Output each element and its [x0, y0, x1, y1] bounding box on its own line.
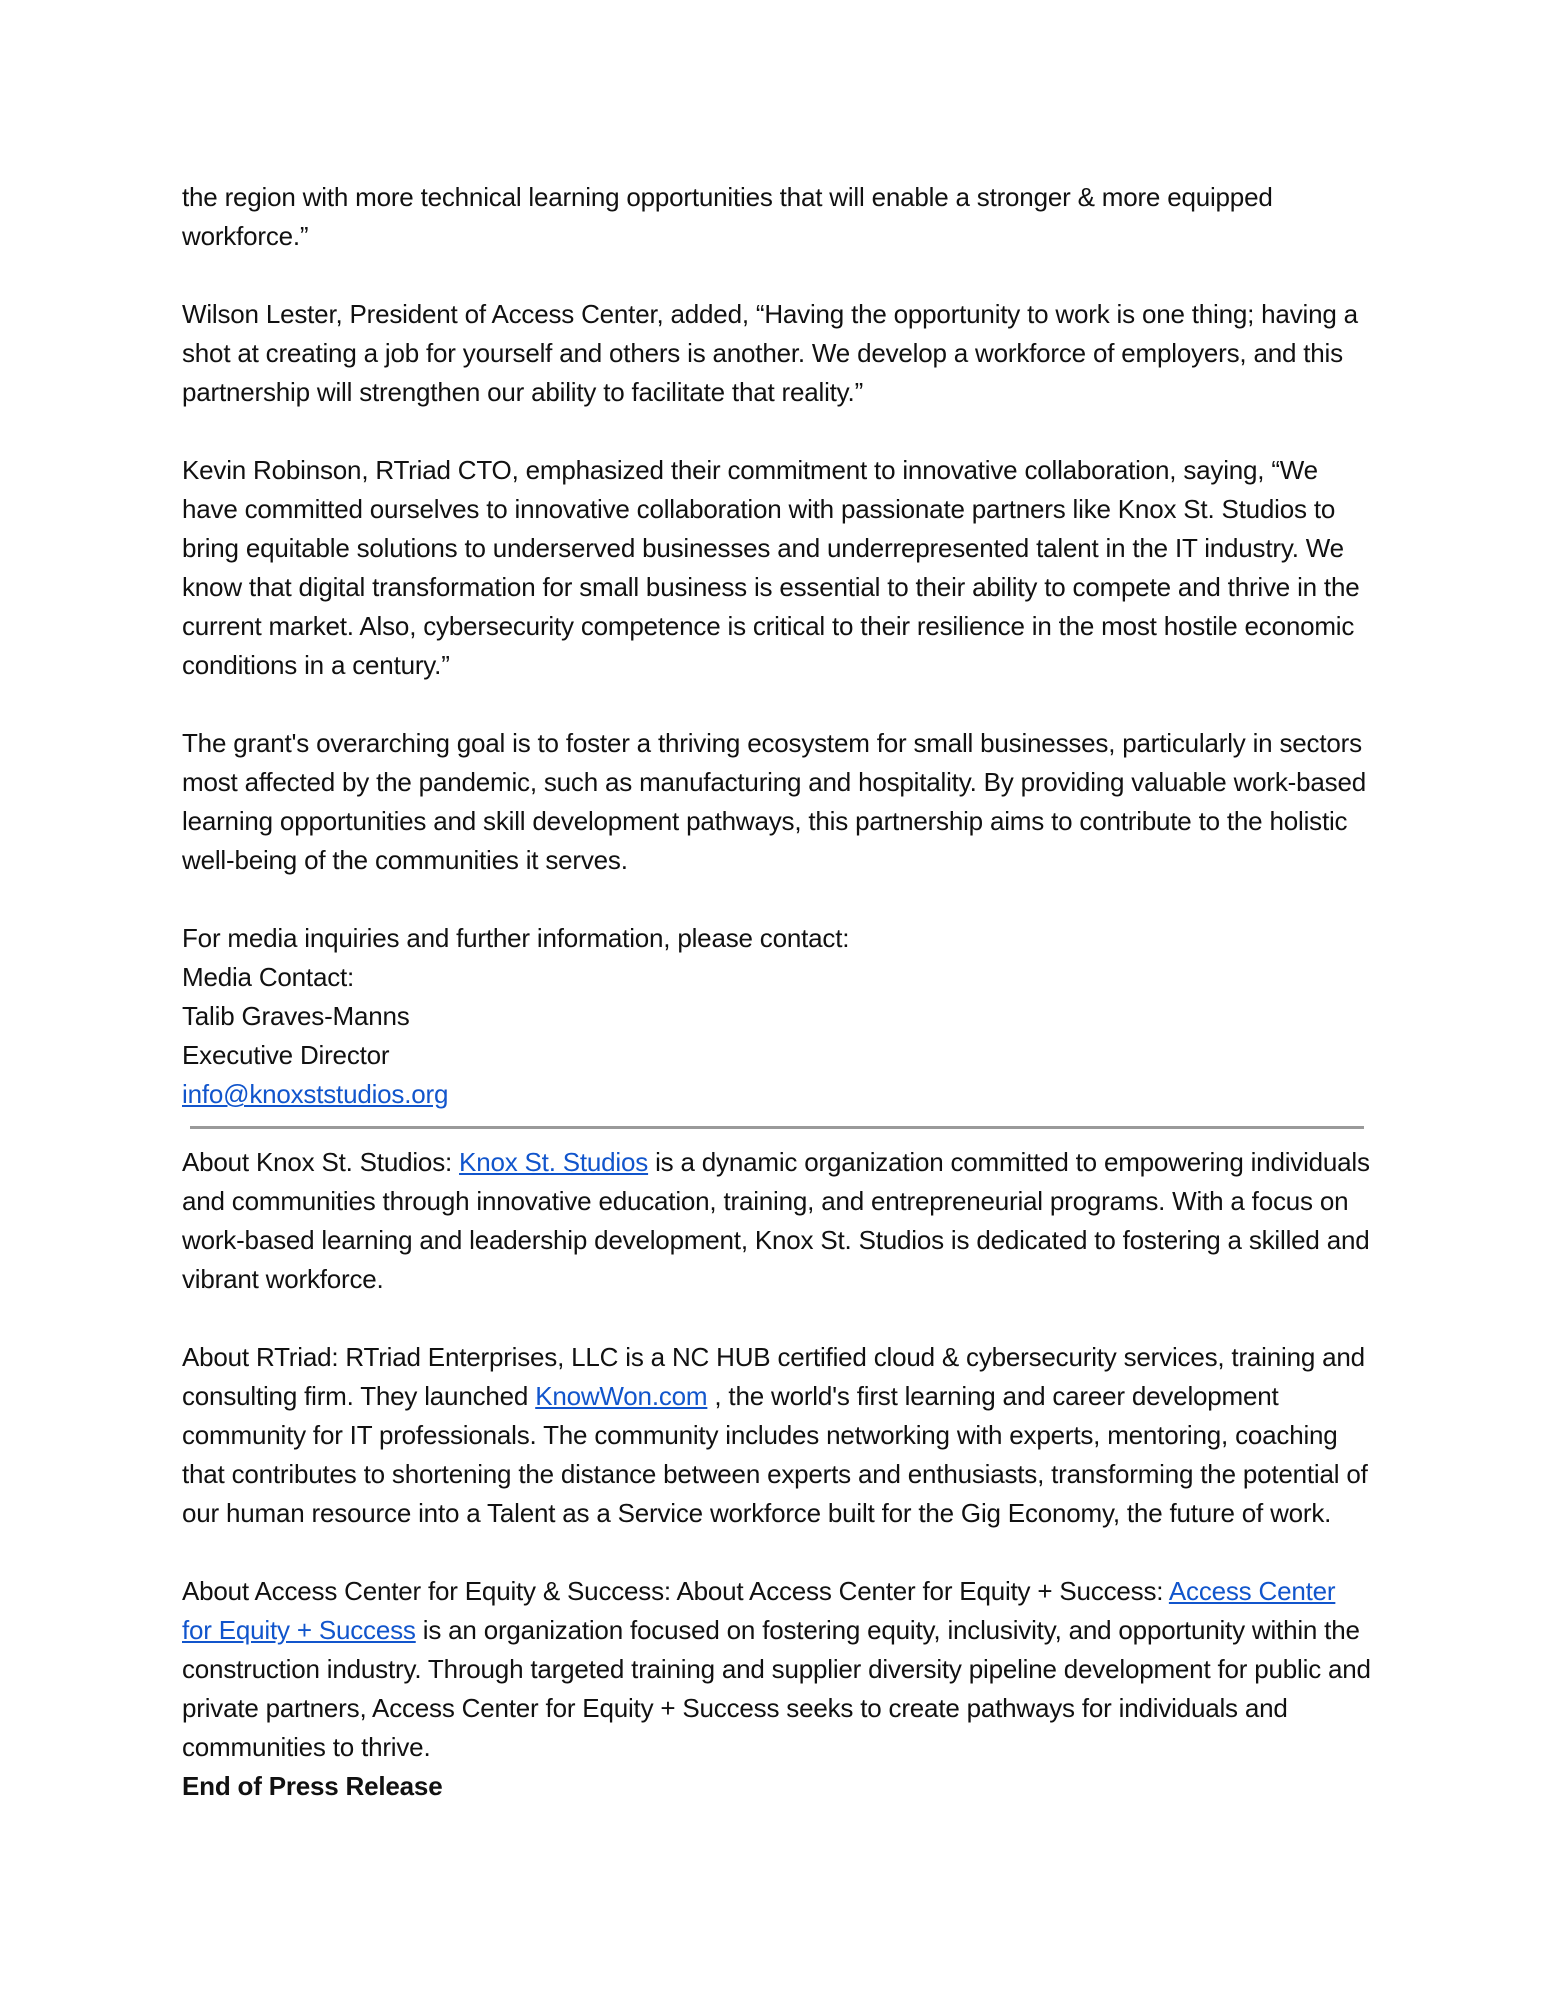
media-contact-block: [182, 919, 1372, 1114]
about-rtriad-paragraph: [182, 1338, 1372, 1533]
about-rtriad-body: , the world's first learning and career development community for IT professionals. The community includes networking with experts, mentoring, coaching that contributes to shortening the distance between experts and enthusiasts, transforming the potential of our human resource into a Talent as a Service workforce built for the Gig Economy, the future of work.: [182, 1381, 1368, 1528]
quote-continuation-paragraph: the region with more technical learning opportunities that will enable a stronger & more equipped workforce.”: [182, 182, 1273, 251]
grant-goal-paragraph: The grant's overarching goal is to foster a thriving ecosystem for small businesses, particularly in sectors most affected by the pandemic, such as manufacturing and hospitality. By providing valuable work-based learning opportunities and skill development pathways, this partnership aims to contribute to the holistic well-being of the communities it serves.: [182, 728, 1366, 875]
contact-intro: For media inquiries and further information, please contact:: [182, 923, 850, 953]
about-access-body: is an organization focused on fostering equity, inclusivity, and opportunity within the construction industry. Through targeted training and supplier diversity pipeline development for public and private partners, Access Center for Equity + Success seeks to create pathways for individuals and communities to thrive.: [182, 1615, 1371, 1762]
horizontal-divider: [190, 1126, 1364, 1129]
contact-label: Media Contact:: [182, 962, 355, 992]
about-access-center-paragraph: [182, 1572, 1372, 1767]
contact-name: Talib Graves-Manns: [182, 1001, 410, 1031]
document-page: [182, 178, 1372, 1806]
knowwon-link[interactable]: KnowWon.com: [535, 1381, 708, 1411]
about-knox-prefix: About Knox St. Studios:: [182, 1147, 460, 1177]
access-center-link[interactable]: Access Center for Equity + Success: [182, 1576, 1336, 1645]
about-access-prefix: About Access Center for Equity & Success: About Access Center for Equity + Success:: [182, 1576, 1169, 1606]
about-knox-paragraph: [182, 1143, 1372, 1299]
kevin-robinson-quote-paragraph: Kevin Robinson, RTriad CTO, emphasized their commitment to innovative collaboration, saying, “We have committed ourselves to innovative collaboration with passionate partners like Knox St. Studios to bring equitable solutions to underserved businesses and underrepresented talent in the IT industry. We know that digital transformation for small business is essential to their ability to compete and thrive in the current market. Also, cybersecurity competence is critical to their resilience in the most hostile economic conditions in a century.”: [182, 455, 1360, 680]
knox-st-studios-link[interactable]: Knox St. Studios: [459, 1147, 649, 1177]
end-of-press-release: End of Press Release: [182, 1771, 443, 1801]
about-rtriad-prefix: About RTriad: RTriad Enterprises, LLC is a NC HUB certified cloud & cybersecurity services, training and consulting firm. They launched: [182, 1342, 1365, 1411]
contact-email-link[interactable]: info@knoxststudios.org: [182, 1079, 449, 1109]
about-knox-body: is a dynamic organization committed to empowering individuals and communities through innovative education, training, and entrepreneurial programs. With a focus on work-based learning and leadership development, Knox St. Studios is dedicated to fostering a skilled and vibrant workforce.: [182, 1147, 1370, 1294]
contact-title: Executive Director: [182, 1040, 390, 1070]
wilson-lester-quote-paragraph: Wilson Lester, President of Access Center, added, “Having the opportunity to work is one thing; having a shot at creating a job for yourself and others is another. We develop a workforce of employers, and this partnership will strengthen our ability to facilitate that reality.”: [182, 299, 1358, 407]
